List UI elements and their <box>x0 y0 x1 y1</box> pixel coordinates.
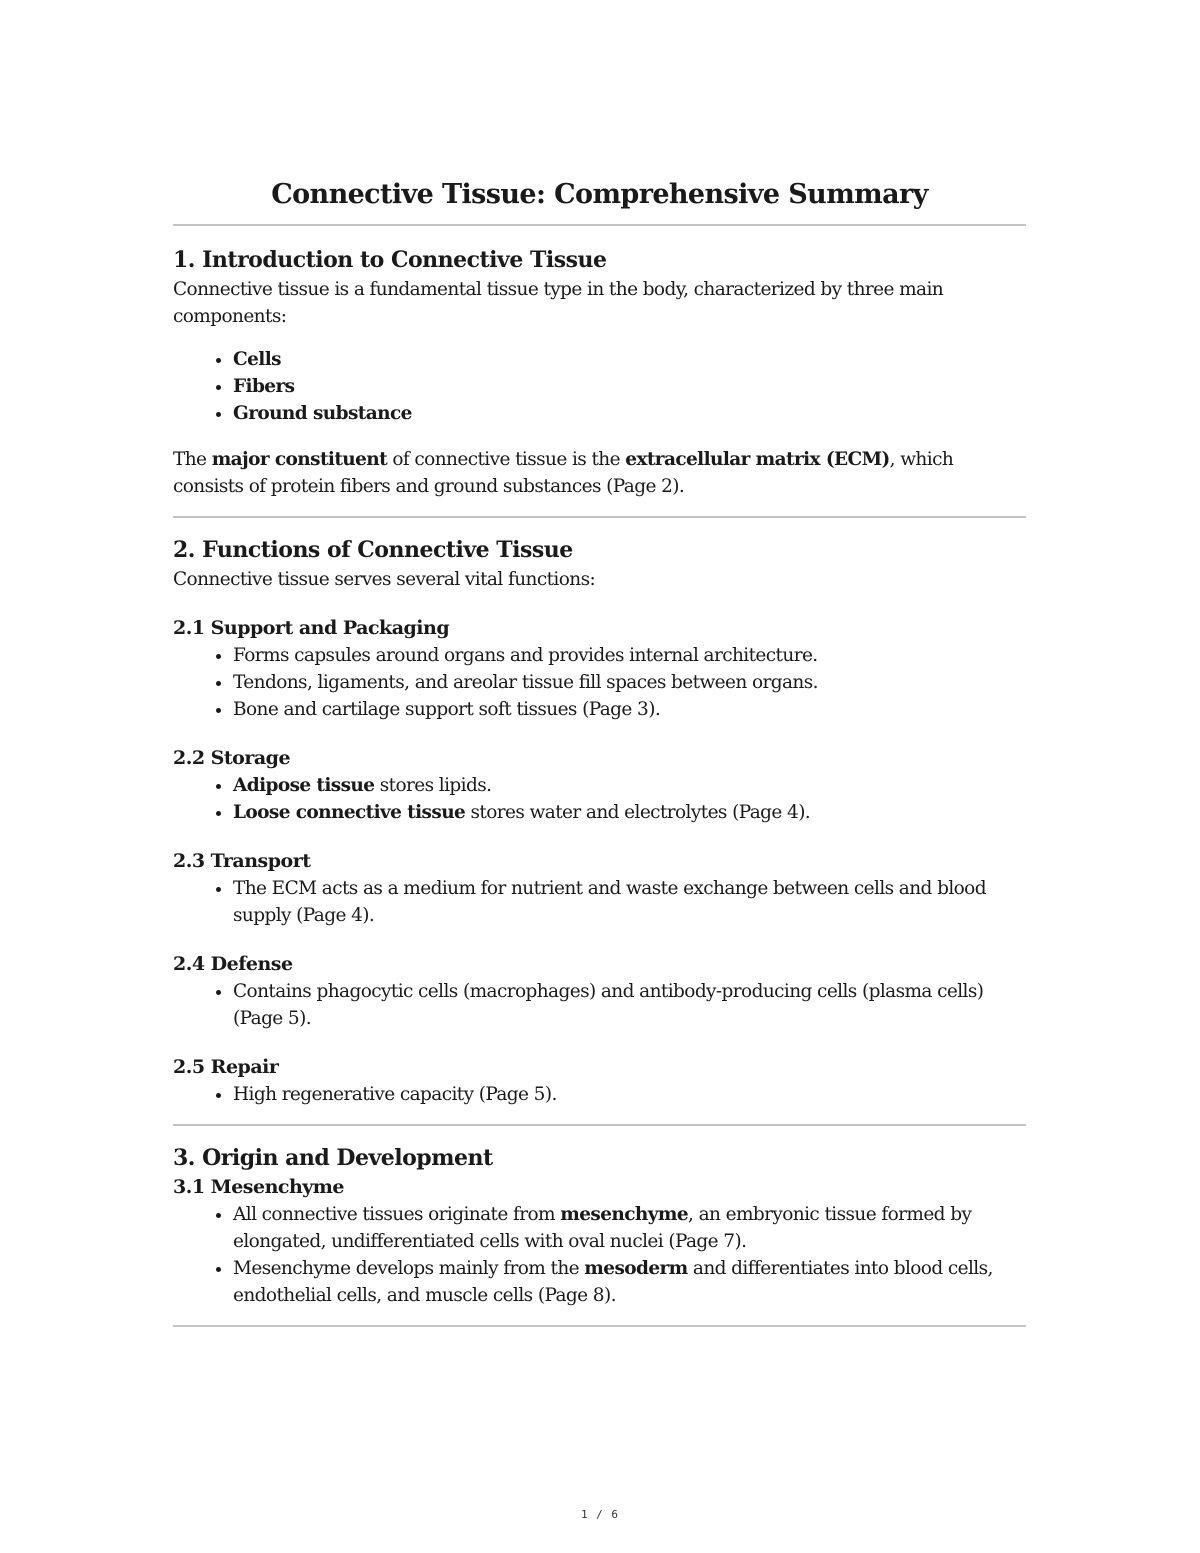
component-fibers: Fibers <box>233 376 295 397</box>
list-item: • Contains phagocytic cells (macrophages) and antibody-producing cells (plasma cells) (Page 5). <box>233 978 1026 1032</box>
list-item: • The ECM acts as a medium for nutrient and waste exchange between cells and blood supply (Page 4). <box>233 875 1026 929</box>
bold-mesoderm: mesoderm <box>584 1258 688 1279</box>
item-text: Mesenchyme develops mainly from the <box>233 1258 585 1279</box>
subheading-mesenchyme: 3.1 Mesenchyme <box>173 1176 345 1198</box>
list-item: • Forms capsules around organs and provides internal architecture. <box>233 642 1026 669</box>
page-indicator: 1 / 6 <box>580 1508 620 1521</box>
ecm-text-mid: of connective tissue is the <box>387 449 626 470</box>
item-text: stores water and electrolytes (Page 4). <box>465 802 811 823</box>
subheading-defense: 2.4 Defense <box>173 953 293 975</box>
repair-list <box>173 1081 1026 1108</box>
subheading-storage: 2.2 Storage <box>173 747 291 769</box>
section-heading-origin: 3. Origin and Development <box>173 1145 493 1171</box>
list-item: • Tendons, ligaments, and areolar tissue fill spaces between organs. <box>233 669 1026 696</box>
divider <box>173 224 1026 226</box>
ecm-text-post: , which consists of protein fibers and ground substances (Page 2). <box>173 449 954 497</box>
ecm-bold-extracellular-matrix: extracellular matrix (ECM) <box>625 449 890 470</box>
item-text: and differentiates into blood cells, endothelial cells, and muscle cells (Page 8). <box>233 1258 993 1306</box>
transport-list <box>173 875 1026 929</box>
divider <box>173 1325 1026 1327</box>
item-text: , an embryonic tissue formed by elongated, undifferentiated cells with oval nuclei (Page 7). <box>233 1204 972 1252</box>
item-text: stores lipids. <box>374 775 492 796</box>
storage-list <box>173 772 1026 826</box>
list-item <box>233 346 1026 373</box>
bold-adipose-tissue: Adipose tissue <box>233 775 375 796</box>
support-list <box>173 642 1026 723</box>
bold-mesenchyme: mesenchyme <box>560 1204 689 1225</box>
defense-list <box>173 978 1026 1032</box>
bold-loose-connective-tissue: Loose connective tissue <box>233 802 466 823</box>
item-text: All connective tissues originate from <box>233 1204 561 1225</box>
divider <box>173 516 1026 518</box>
document-page <box>173 176 1026 1327</box>
ecm-bold-major-constituent: major constituent <box>211 449 388 470</box>
list-item <box>233 400 1026 427</box>
list-item: • High regenerative capacity (Page 5). <box>233 1081 1026 1108</box>
functions-intro: Connective tissue serves several vital functions: <box>173 569 596 590</box>
component-cells: Cells <box>233 349 281 370</box>
list-item <box>233 799 1026 826</box>
list-item <box>233 373 1026 400</box>
divider <box>173 1124 1026 1126</box>
subheading-support: 2.1 Support and Packaging <box>173 617 450 639</box>
ecm-text-pre: The <box>173 449 212 470</box>
list-item <box>233 1255 1026 1309</box>
components-list <box>173 346 1026 427</box>
component-ground-substance: Ground substance <box>233 403 412 424</box>
subheading-transport: 2.3 Transport <box>173 850 311 872</box>
intro-paragraph: Connective tissue is a fundamental tissue type in the body, characterized by three main components: <box>173 279 944 327</box>
document-title: Connective Tissue: Comprehensive Summary <box>271 179 928 210</box>
list-item <box>233 1201 1026 1255</box>
subheading-repair: 2.5 Repair <box>173 1056 279 1078</box>
list-item: • Bone and cartilage support soft tissues (Page 3). <box>233 696 1026 723</box>
mesenchyme-list <box>173 1201 1026 1309</box>
section-heading-functions: 2. Functions of Connective Tissue <box>173 537 573 563</box>
section-heading-intro: 1. Introduction to Connective Tissue <box>173 247 607 273</box>
list-item <box>233 772 1026 799</box>
ecm-paragraph <box>173 446 1026 500</box>
